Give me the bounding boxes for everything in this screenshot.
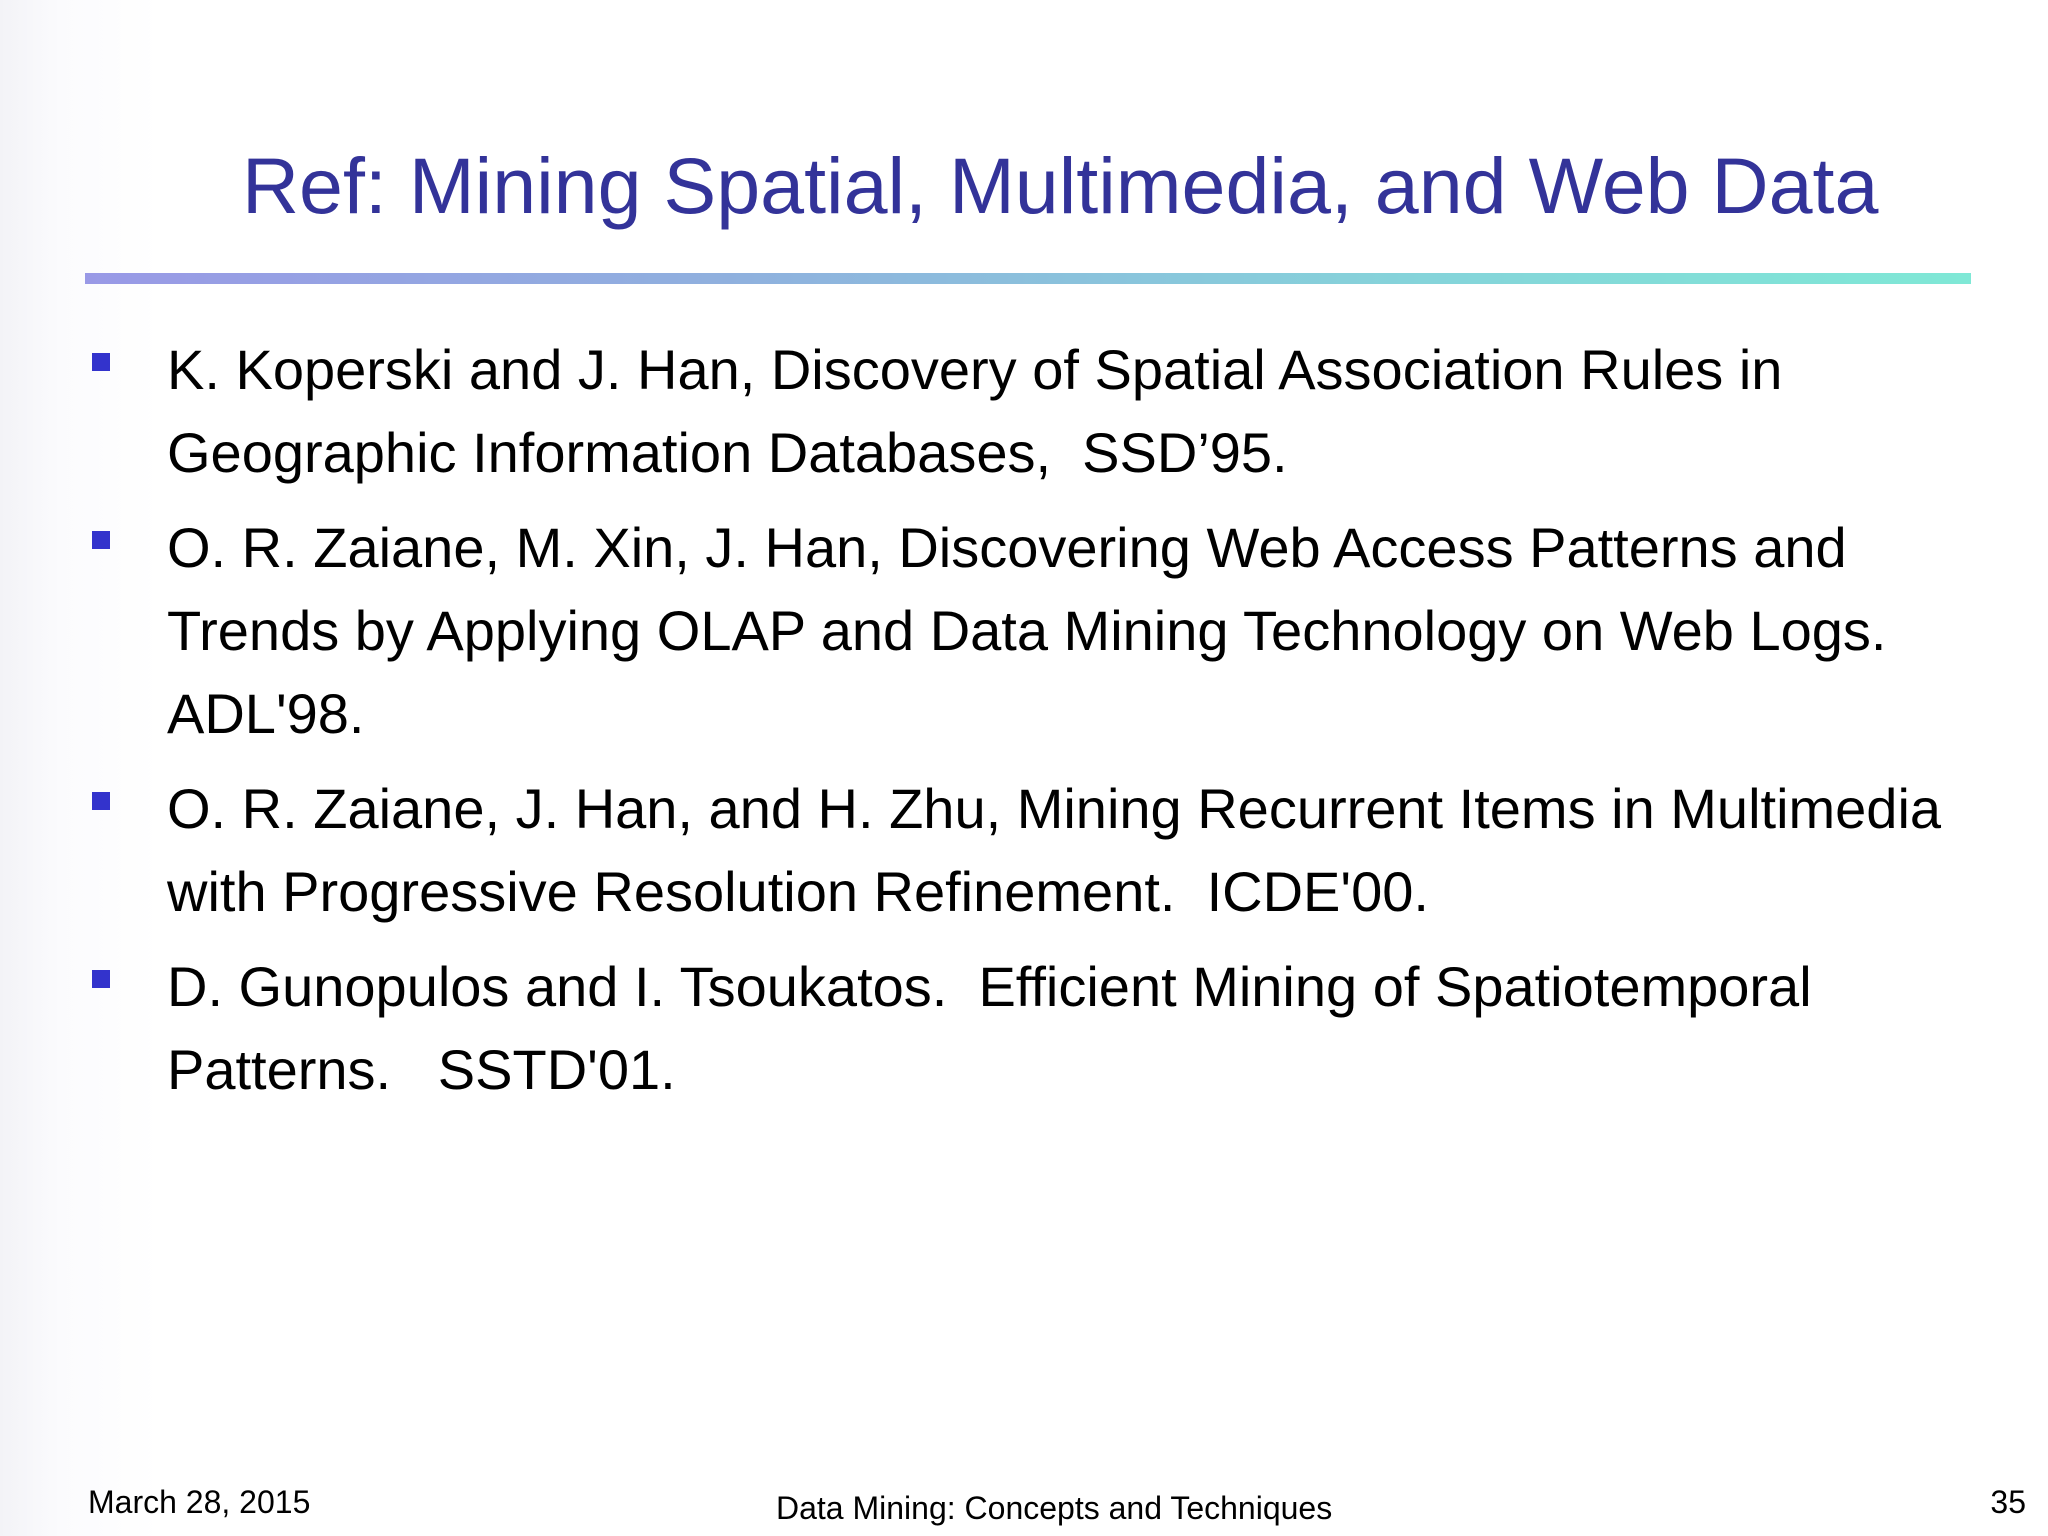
reference-item: [0, 506, 2048, 755]
slide-title: Ref: Mining Spatial, Multimedia, and Web Data: [242, 141, 1879, 230]
footer-title: Data Mining: Concepts and Techniques: [776, 1490, 1333, 1526]
reference-item: [0, 328, 2048, 494]
title-divider: [85, 273, 1971, 284]
square-bullet-icon: [92, 531, 110, 549]
reference-text: O. R. Zaiane, J. Han, and H. Zhu, Mining Recurrent Items in Multimedia with Progressive Resolution Refinement. ICDE'00.: [167, 777, 1957, 923]
reference-item: [0, 945, 2048, 1111]
reference-list: [0, 328, 2048, 1123]
reference-item: [0, 767, 2048, 933]
square-bullet-icon: [92, 792, 110, 810]
reference-text: D. Gunopulos and I. Tsoukatos. Efficient Mining of Spatiotemporal Patterns. SSTD'01.: [167, 955, 1828, 1101]
square-bullet-icon: [92, 353, 110, 371]
reference-text: K. Koperski and J. Han, Discovery of Spatial Association Rules in Geographic Information Databases, SSD’95.: [167, 338, 1799, 484]
reference-text: O. R. Zaiane, M. Xin, J. Han, Discovering Web Access Patterns and Trends by Applying OLAP and Data Mining Technology on Web Logs. ADL'98.: [167, 516, 1899, 745]
page-number: 35: [1990, 1484, 2026, 1520]
square-bullet-icon: [92, 970, 110, 988]
footer-date: March 28, 2015: [88, 1484, 311, 1520]
